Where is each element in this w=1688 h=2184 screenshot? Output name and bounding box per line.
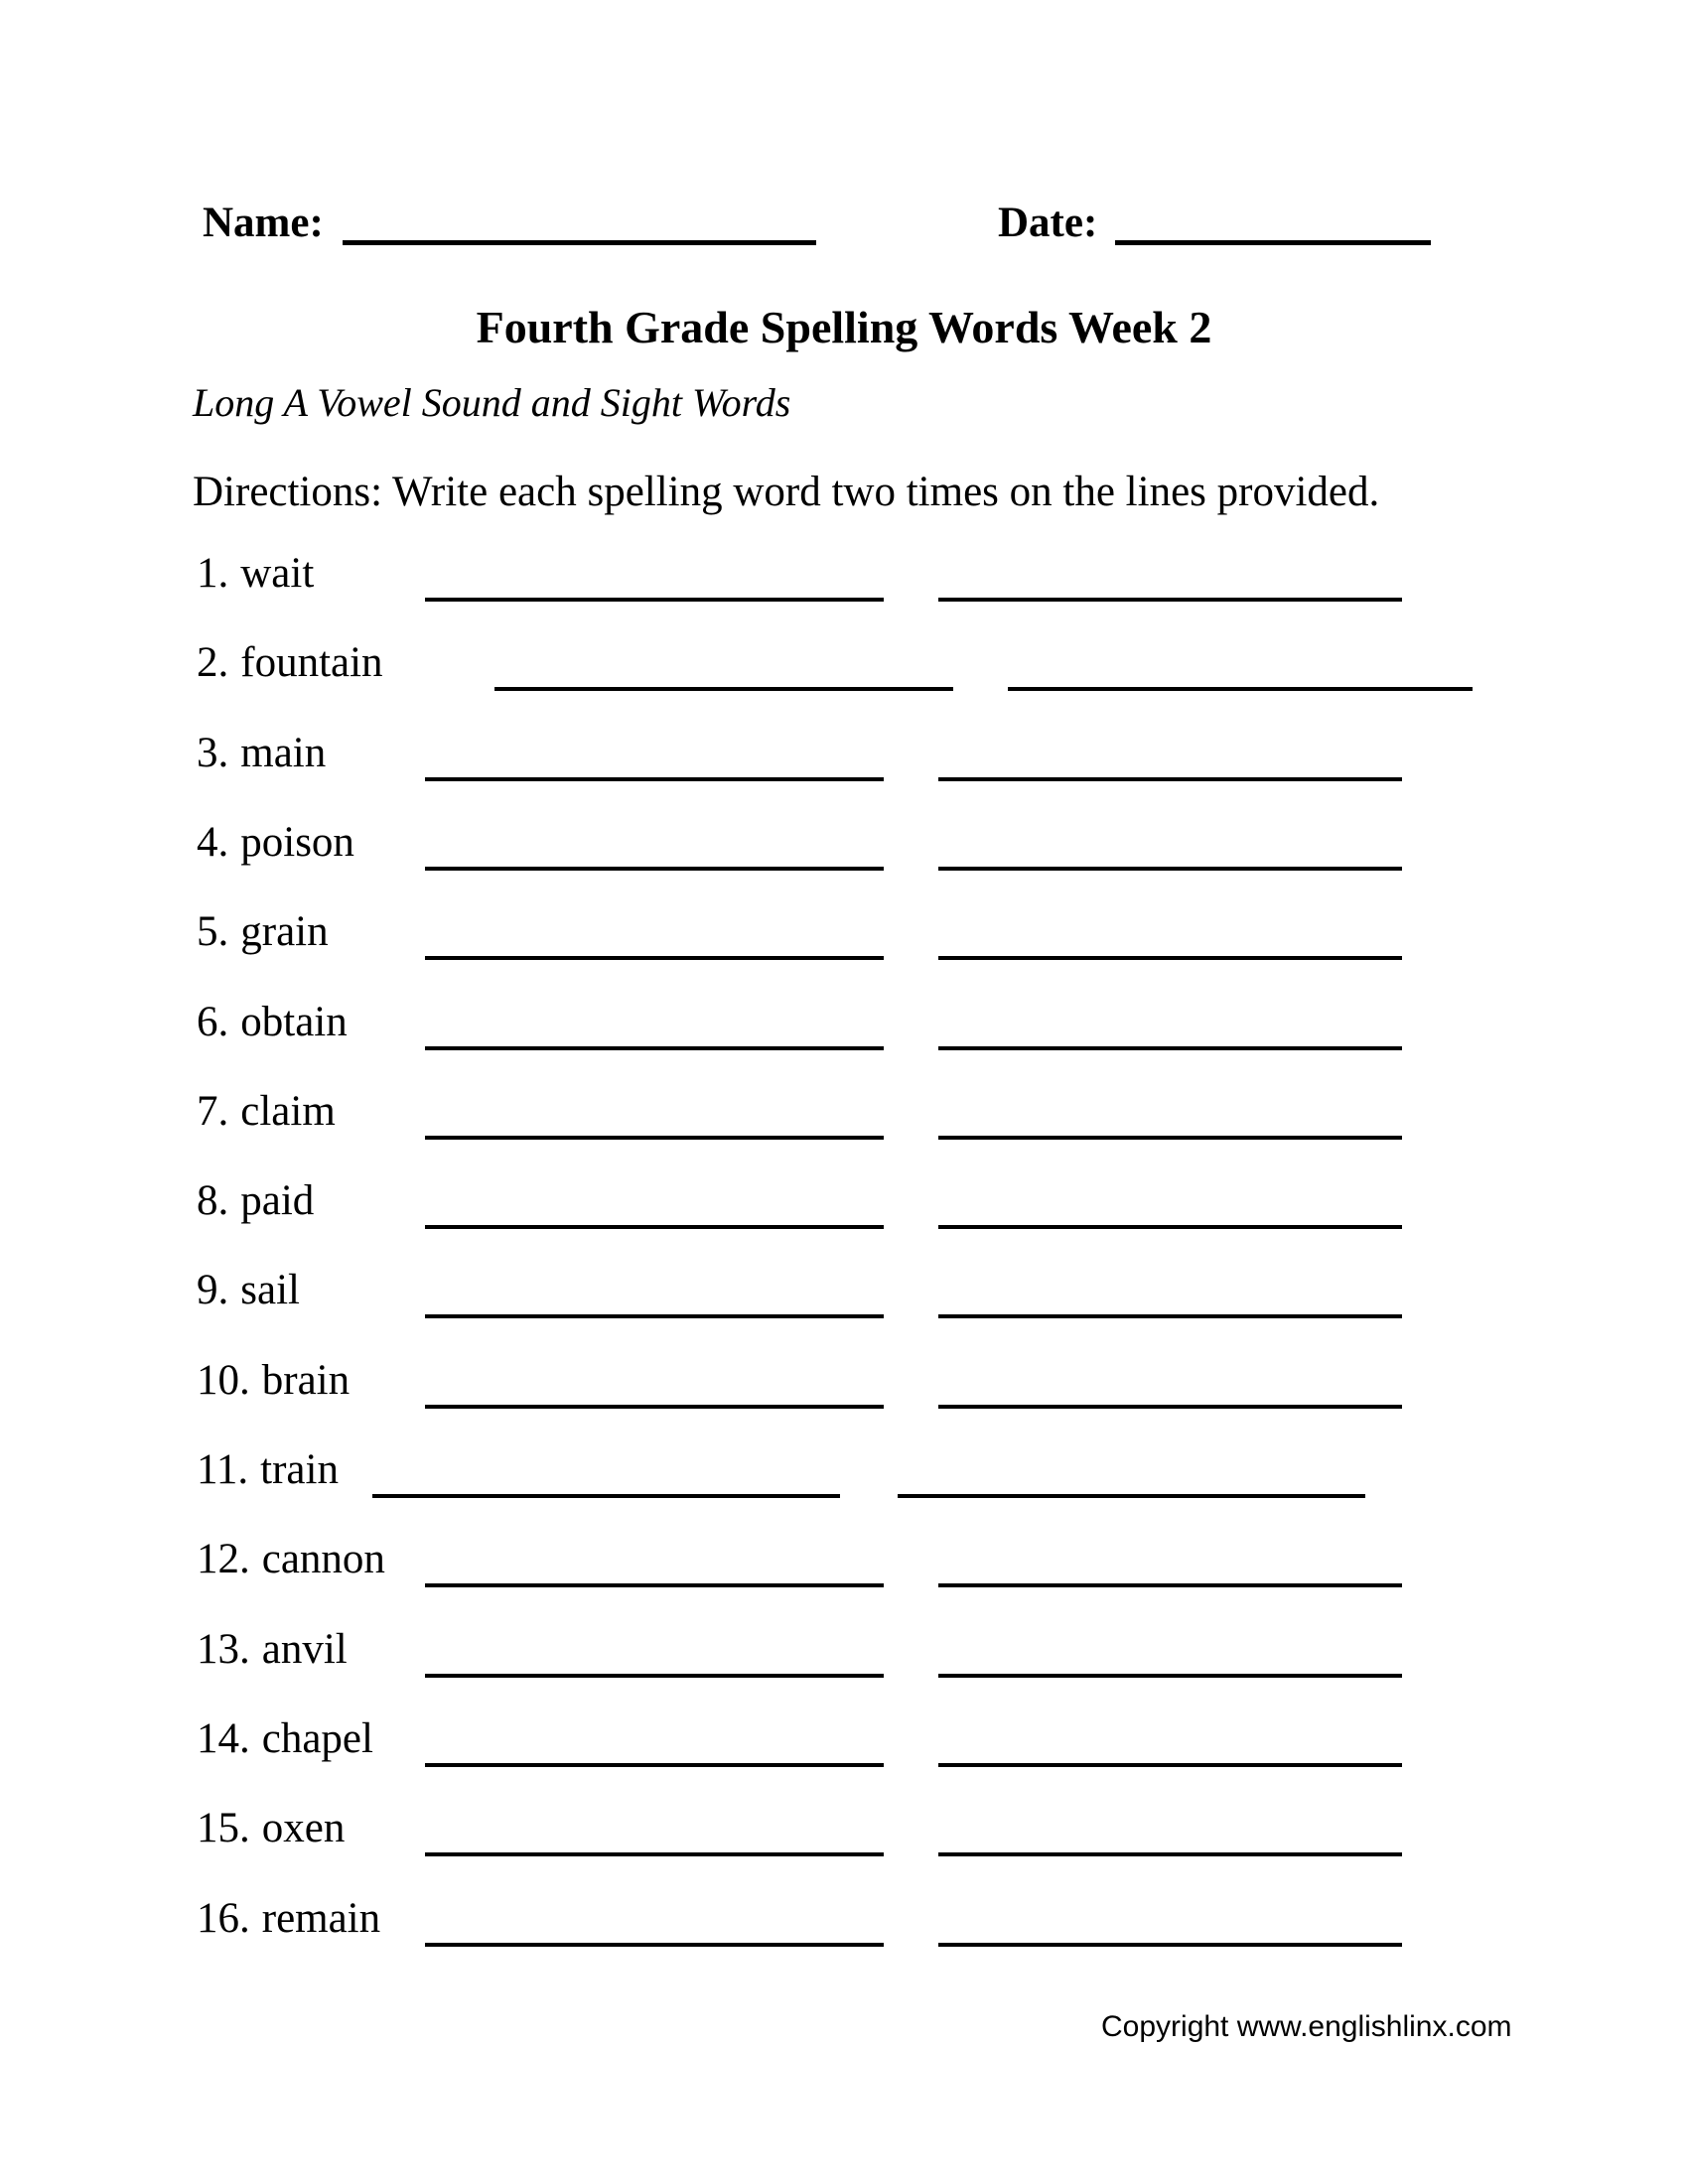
answer-line-1 [425, 956, 884, 960]
answer-line-2 [938, 956, 1402, 960]
spelling-item-row [0, 1620, 1688, 1680]
answer-line-2 [938, 1046, 1402, 1050]
item-word: train [260, 1446, 339, 1493]
spelling-item-row [0, 993, 1688, 1052]
item-label [197, 813, 354, 873]
spelling-item-row [0, 1889, 1688, 1949]
item-number: 8. [197, 1177, 229, 1224]
item-label [197, 1709, 373, 1769]
item-label [197, 902, 329, 962]
item-word: obtain [240, 999, 348, 1045]
spelling-item-row [0, 1351, 1688, 1411]
item-label [197, 1351, 350, 1411]
answer-line-2 [898, 1494, 1365, 1498]
answer-line-2 [938, 867, 1402, 871]
directions-text: Directions: Write each spelling word two times on the lines provided. [193, 469, 1380, 515]
answer-line-1 [425, 1763, 884, 1767]
answer-line-1 [425, 777, 884, 781]
answer-line-1 [425, 1674, 884, 1678]
item-label [197, 544, 314, 604]
answer-line-1 [425, 1583, 884, 1587]
item-word: grain [240, 908, 329, 955]
spelling-item-row [0, 1440, 1688, 1500]
answer-line-2 [938, 1314, 1402, 1318]
answer-line-1 [425, 1225, 884, 1229]
item-word: anvil [261, 1626, 348, 1673]
item-label [197, 633, 383, 693]
answer-line-1 [425, 1314, 884, 1318]
spelling-item-row [0, 633, 1688, 693]
item-label [197, 1261, 300, 1320]
item-number: 10. [197, 1357, 250, 1404]
answer-line-1 [425, 867, 884, 871]
item-word: sail [240, 1267, 300, 1313]
item-label [197, 1082, 336, 1142]
item-number: 15. [197, 1805, 250, 1851]
answer-line-2 [1008, 687, 1473, 691]
item-number: 14. [197, 1715, 250, 1762]
spelling-item-row [0, 1082, 1688, 1142]
name-blank-line [343, 240, 816, 245]
item-number: 11. [197, 1446, 249, 1493]
answer-line-2 [938, 1136, 1402, 1140]
answer-line-2 [938, 1852, 1402, 1856]
item-label [197, 1171, 314, 1231]
name-label: Name: [203, 200, 324, 246]
item-word: brain [261, 1357, 351, 1404]
item-label [197, 1799, 345, 1858]
answer-line-2 [938, 1674, 1402, 1678]
answer-line-2 [938, 1583, 1402, 1587]
item-word: poison [240, 819, 354, 866]
item-label [197, 1620, 348, 1680]
spelling-item-row [0, 1530, 1688, 1589]
page-subtitle: Long A Vowel Sound and Sight Words [193, 380, 791, 425]
item-word: cannon [261, 1536, 385, 1582]
answer-line-2 [938, 1405, 1402, 1409]
item-number: 6. [197, 999, 229, 1045]
item-word: paid [240, 1177, 315, 1224]
item-label [197, 724, 326, 783]
page-title: Fourth Grade Spelling Words Week 2 [476, 302, 1212, 352]
answer-line-2 [938, 598, 1402, 602]
item-number: 9. [197, 1267, 229, 1313]
item-number: 7. [197, 1088, 229, 1135]
answer-line-1 [425, 1136, 884, 1140]
item-word: chapel [261, 1715, 373, 1762]
item-number: 1. [197, 550, 229, 597]
item-word: main [240, 730, 327, 776]
item-number: 5. [197, 908, 229, 955]
answer-line-2 [938, 777, 1402, 781]
answer-line-1 [372, 1494, 840, 1498]
spelling-item-row [0, 1799, 1688, 1858]
item-word: claim [240, 1088, 336, 1135]
date-blank-line [1115, 240, 1431, 245]
answer-line-1 [425, 1405, 884, 1409]
answer-line-1 [494, 687, 953, 691]
spelling-item-row [0, 902, 1688, 962]
item-label [197, 1530, 385, 1589]
spelling-item-row [0, 544, 1688, 604]
item-word: oxen [261, 1805, 346, 1851]
date-label: Date: [998, 200, 1098, 246]
copyright-text: Copyright www.englishlinx.com [1101, 2010, 1512, 2043]
answer-line-2 [938, 1943, 1402, 1947]
item-number: 16. [197, 1895, 250, 1942]
spelling-item-row [0, 813, 1688, 873]
item-number: 13. [197, 1626, 250, 1673]
answer-line-1 [425, 1852, 884, 1856]
item-label [197, 1440, 339, 1500]
item-word: remain [261, 1895, 381, 1942]
answer-line-2 [938, 1225, 1402, 1229]
spelling-item-row [0, 1261, 1688, 1320]
answer-line-1 [425, 1046, 884, 1050]
answer-line-1 [425, 1943, 884, 1947]
item-word: wait [240, 550, 315, 597]
spelling-item-row [0, 724, 1688, 783]
item-number: 12. [197, 1536, 250, 1582]
item-number: 3. [197, 730, 229, 776]
item-word: fountain [240, 639, 383, 686]
answer-line-1 [425, 598, 884, 602]
answer-line-2 [938, 1763, 1402, 1767]
spelling-item-row [0, 1171, 1688, 1231]
item-number: 2. [197, 639, 229, 686]
item-label [197, 993, 348, 1052]
item-number: 4. [197, 819, 229, 866]
spelling-item-row [0, 1709, 1688, 1769]
item-label [197, 1889, 380, 1949]
